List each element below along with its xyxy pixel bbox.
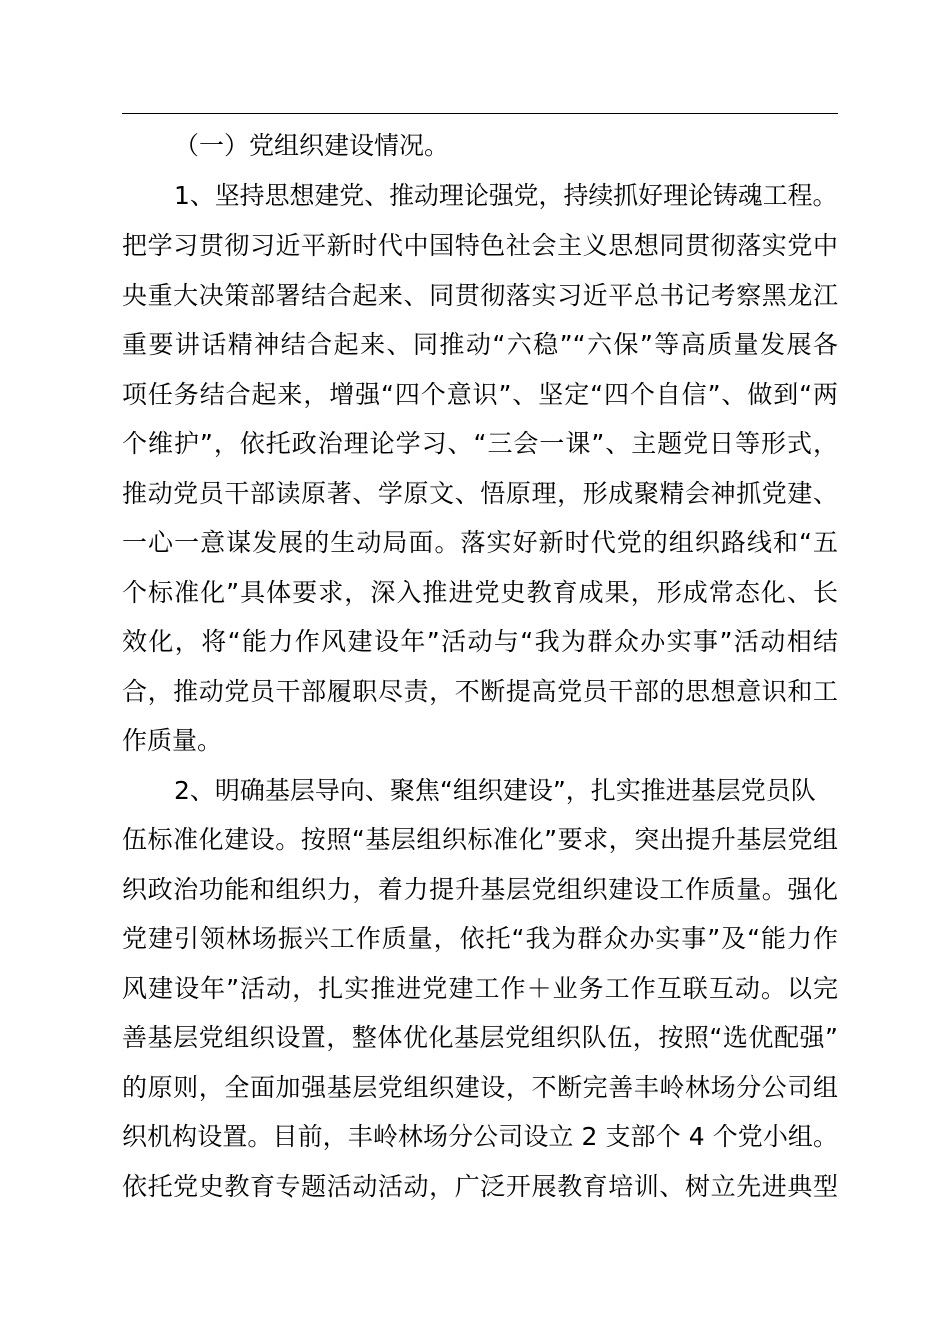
paragraph-2-line: 党建引领林场振兴工作质量，依托“我为群众办实事”及“能力作 (122, 924, 838, 953)
paragraph-1-line: 重要讲话精神结合起来、同推动“六稳”“六保”等高质量发展各 (122, 330, 838, 359)
paragraph-2-line: 织政治功能和组织力，着力提升基层党组织建设工作质量。强化 (122, 875, 838, 904)
paragraph-1-line: 推动党员干部读原著、学原文、悟原理，形成聚精会神抓党建、 (122, 479, 838, 508)
paragraph-1-line: 个维护”，依托政治理论学习、“三会一课”、主题党日等形式， (122, 429, 838, 458)
paragraph-2-line: 织机构设置。目前，丰岭林场分公司设立 2 支部个 4 个党小组。 (122, 1122, 838, 1151)
paragraph-1-line: 把学习贯彻习近平新时代中国特色社会主义思想同贯彻落实党中 (122, 231, 838, 260)
paragraph-1-line: 合，推动党员干部履职尽责，不断提高党员干部的思想意识和工 (122, 677, 838, 706)
paragraph-2-line: 伍标准化建设。按照“基层组织标准化”要求，突出提升基层党组 (122, 825, 838, 854)
paragraph-2-line: 风建设年”活动，扎实推进党建工作＋业务工作互联互动。以完 (122, 974, 838, 1003)
paragraph-2-line: 依托党史教育专题活动活动，广泛开展教育培训、树立先进典型 (122, 1172, 838, 1201)
paragraph-1-line: 一心一意谋发展的生动局面。落实好新时代党的组织路线和“五 (122, 528, 838, 557)
paragraph-1-line: 作质量。 (122, 726, 223, 755)
paragraph-2-line: 善基层党组织设置，整体优化基层党组织队伍，按照“选优配强” (122, 1023, 838, 1052)
paragraph-1-line: 央重大决策部署结合起来、同贯彻落实习近平总书记考察黑龙江 (122, 281, 838, 310)
paragraph-1-line: 个标准化”具体要求，深入推进党史教育成果，形成常态化、长 (122, 578, 838, 607)
paragraph-1-line: 1、坚持思想建党、推动理论强党，持续抓好理论铸魂工程。 (174, 181, 838, 210)
section-heading: （一）党组织建设情况。 (174, 131, 450, 160)
header-divider-line (122, 113, 838, 114)
paragraph-2-line: 的原则，全面加强基层党组织建设，不断完善丰岭林场分公司组 (122, 1073, 838, 1102)
paragraph-2-line: 2、明确基层导向、聚焦“组织建设”，扎实推进基层党员队 (174, 776, 816, 805)
paragraph-1-line: 效化，将“能力作风建设年”活动与“我为群众办实事”活动相结 (122, 627, 838, 656)
paragraph-1-line: 项任务结合起来，增强“四个意识”、坚定“四个自信”、做到“两 (122, 380, 838, 409)
